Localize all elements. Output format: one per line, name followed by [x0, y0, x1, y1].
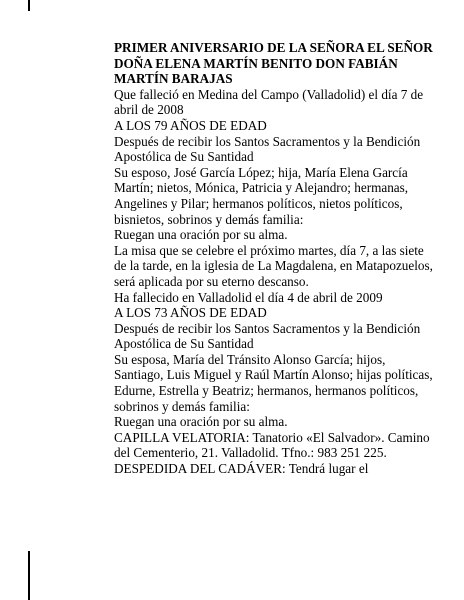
- left-border-bottom: [28, 551, 30, 600]
- notice-paragraph: Ha fallecido en Valladolid el día 4 de abril de 2009: [114, 289, 383, 305]
- notice-paragraph: Su esposa, María del Tránsito Alonso García; hijos, Santiago, Luis Miguel y Raúl Martín Alonso; hijas políticas, Edurne, Estrella y Beatriz; hermanos, hermanos políticos, sobrinos y demás familia:: [114, 351, 433, 414]
- notice-paragraph: A LOS 73 AÑOS DE EDAD: [114, 305, 267, 321]
- notice-paragraph: Ruegan una oración por su alma.: [114, 414, 288, 430]
- notice-paragraph: Después de recibir los Santos Sacramentos y la Bendición Apostólica de Su Santidad: [114, 320, 421, 352]
- notice-paragraph: A LOS 79 AÑOS DE EDAD: [114, 117, 267, 133]
- notice-paragraph: DESPEDIDA DEL CADÁVER: Tendrá lugar el: [114, 461, 369, 477]
- notice-paragraph: Su esposo, José García López; hija, María Elena García Martín; nietos, Mónica, Patricia y Alejandro; hermanas, Angelines y Pilar; hermanos políticos, nietos políticos, bisnietos, sobrinos y demás familia:: [114, 164, 409, 227]
- notice-heading-names: DOÑA ELENA MARTÍN BENITO DON FABIÁN MARTÍN BARAJAS: [114, 55, 398, 87]
- notice-paragraph: Que falleció en Medina del Campo (Valladolid) el día 7 de abril de 2008: [114, 86, 424, 118]
- left-border-top: [28, 0, 30, 11]
- notice-heading-anniversary: PRIMER ANIVERSARIO DE LA SEÑORA EL SEÑOR: [114, 40, 433, 55]
- notice-paragraph: La misa que se celebre el próximo martes, día 7, a las siete de la tarde, en la iglesia de La Magdalena, en Matapozuelos, será aplicada por su eterno descanso.: [114, 242, 433, 289]
- notice-paragraph: Después de recibir los Santos Sacramentos y la Bendición Apostólica de Su Santidad: [114, 133, 421, 165]
- obituary-notice: [114, 40, 436, 477]
- notice-paragraph: Ruegan una oración por su alma.: [114, 227, 288, 243]
- notice-paragraph: CAPILLA VELATORIA: Tanatorio «El Salvador». Camino del Cementerio, 21. Valladolid. Tfno.: 983 251 225.: [114, 429, 430, 461]
